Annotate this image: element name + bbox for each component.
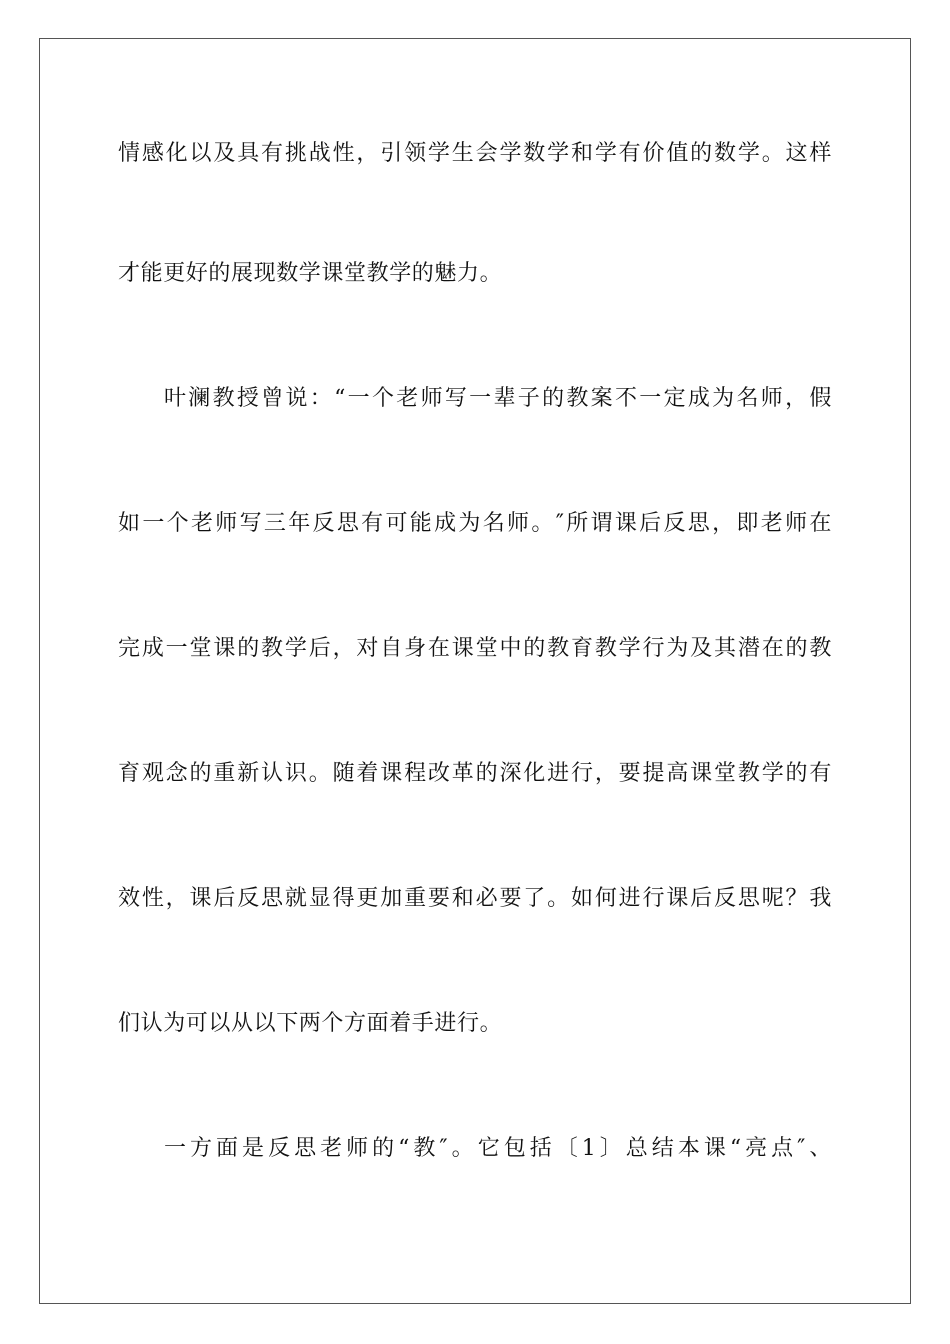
page-border — [39, 38, 911, 1304]
text-line: 一方面是反思老师的“教″。它包括〔1〕总结本课“亮点″、 — [164, 1136, 832, 1161]
text-line: 才能更好的展现数学课堂教学的魅力。 — [118, 261, 503, 286]
text-line: 如一个老师写三年反思有可能成为名师。″所谓课后反思，即老师在 — [118, 511, 832, 536]
text-line: 情感化以及具有挑战性，引领学生会学数学和学有价值的数学。这样 — [118, 141, 832, 166]
text-line: 效性，课后反思就显得更加重要和必要了。如何进行课后反思呢？我 — [118, 886, 832, 911]
text-line: 们认为可以从以下两个方面着手进行。 — [118, 1011, 503, 1036]
text-line: 完成一堂课的教学后，对自身在课堂中的教育教学行为及其潜在的教 — [118, 636, 832, 661]
text-line: 叶澜教授曾说：“一个老师写一辈子的教案不一定成为名师，假 — [164, 386, 832, 411]
text-line: 育观念的重新认识。随着课程改革的深化进行，要提高课堂教学的有 — [118, 761, 832, 786]
